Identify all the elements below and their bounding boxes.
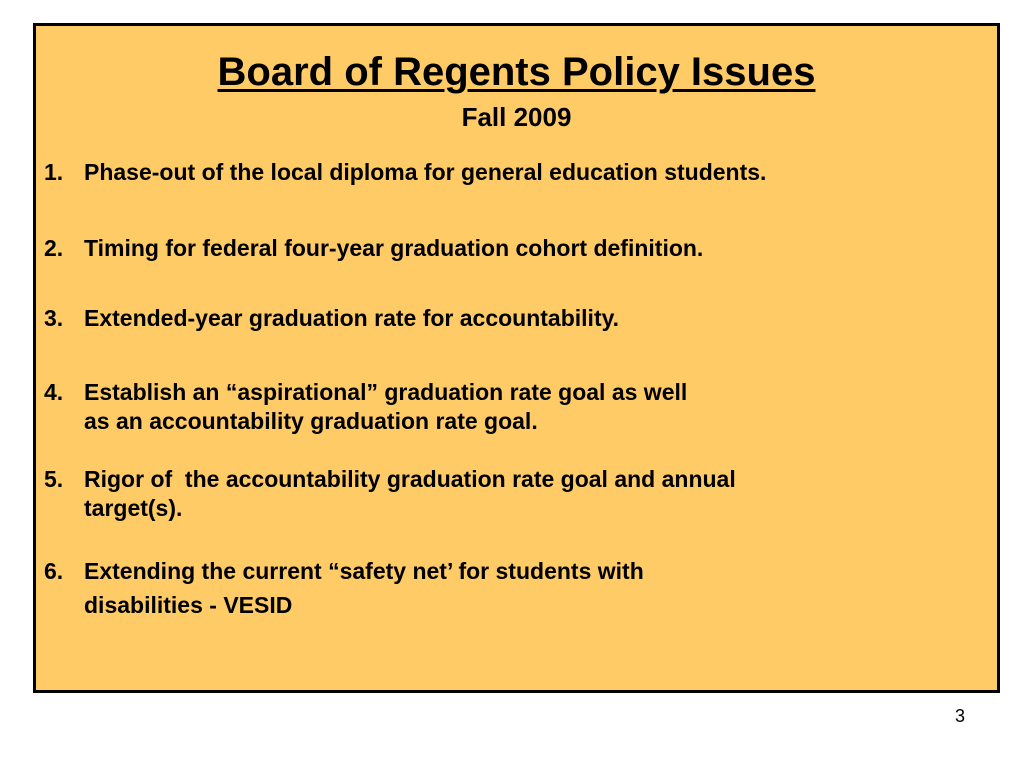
policy-item-1 (44, 157, 944, 187)
item-text-line-1: Rigor of the accountability graduation rate goal and annual (84, 466, 736, 492)
slide-title-text: Board of Regents Policy Issues (217, 50, 816, 94)
policy-item-6 (44, 554, 944, 622)
item-text-line-2: as an accountability graduation rate goal. (84, 408, 538, 434)
policy-item-2 (44, 233, 944, 263)
item-text (84, 378, 944, 436)
item-text-line-1: Establish an “aspirational” graduation rate goal as well (84, 379, 688, 405)
item-number: 6. (44, 558, 64, 584)
page-number: 3 (954, 706, 965, 726)
item-text: Phase-out of the local diploma for general education students. (84, 159, 767, 185)
item-text-line-1: Extending the current “safety net’ for students with (84, 558, 644, 584)
item-number: 2. (44, 235, 64, 261)
item-number: 1. (44, 159, 64, 185)
item-number: 4. (44, 379, 64, 405)
slide-title (36, 50, 997, 94)
policy-item-5 (44, 465, 944, 523)
slide-subtitle: Fall 2009 (461, 102, 572, 132)
policy-item-4 (44, 378, 944, 436)
item-text (84, 465, 944, 523)
item-text-line-2: target(s). (84, 495, 183, 521)
item-number: 5. (44, 466, 64, 492)
item-text: Extended-year graduation rate for accountability. (84, 305, 620, 331)
policy-item-3 (44, 303, 944, 333)
item-number: 3. (44, 305, 64, 331)
item-text (84, 554, 944, 622)
item-text-line-2: disabilities - VESID (84, 592, 293, 618)
item-text: Timing for federal four-year graduation cohort definition. (84, 235, 704, 261)
